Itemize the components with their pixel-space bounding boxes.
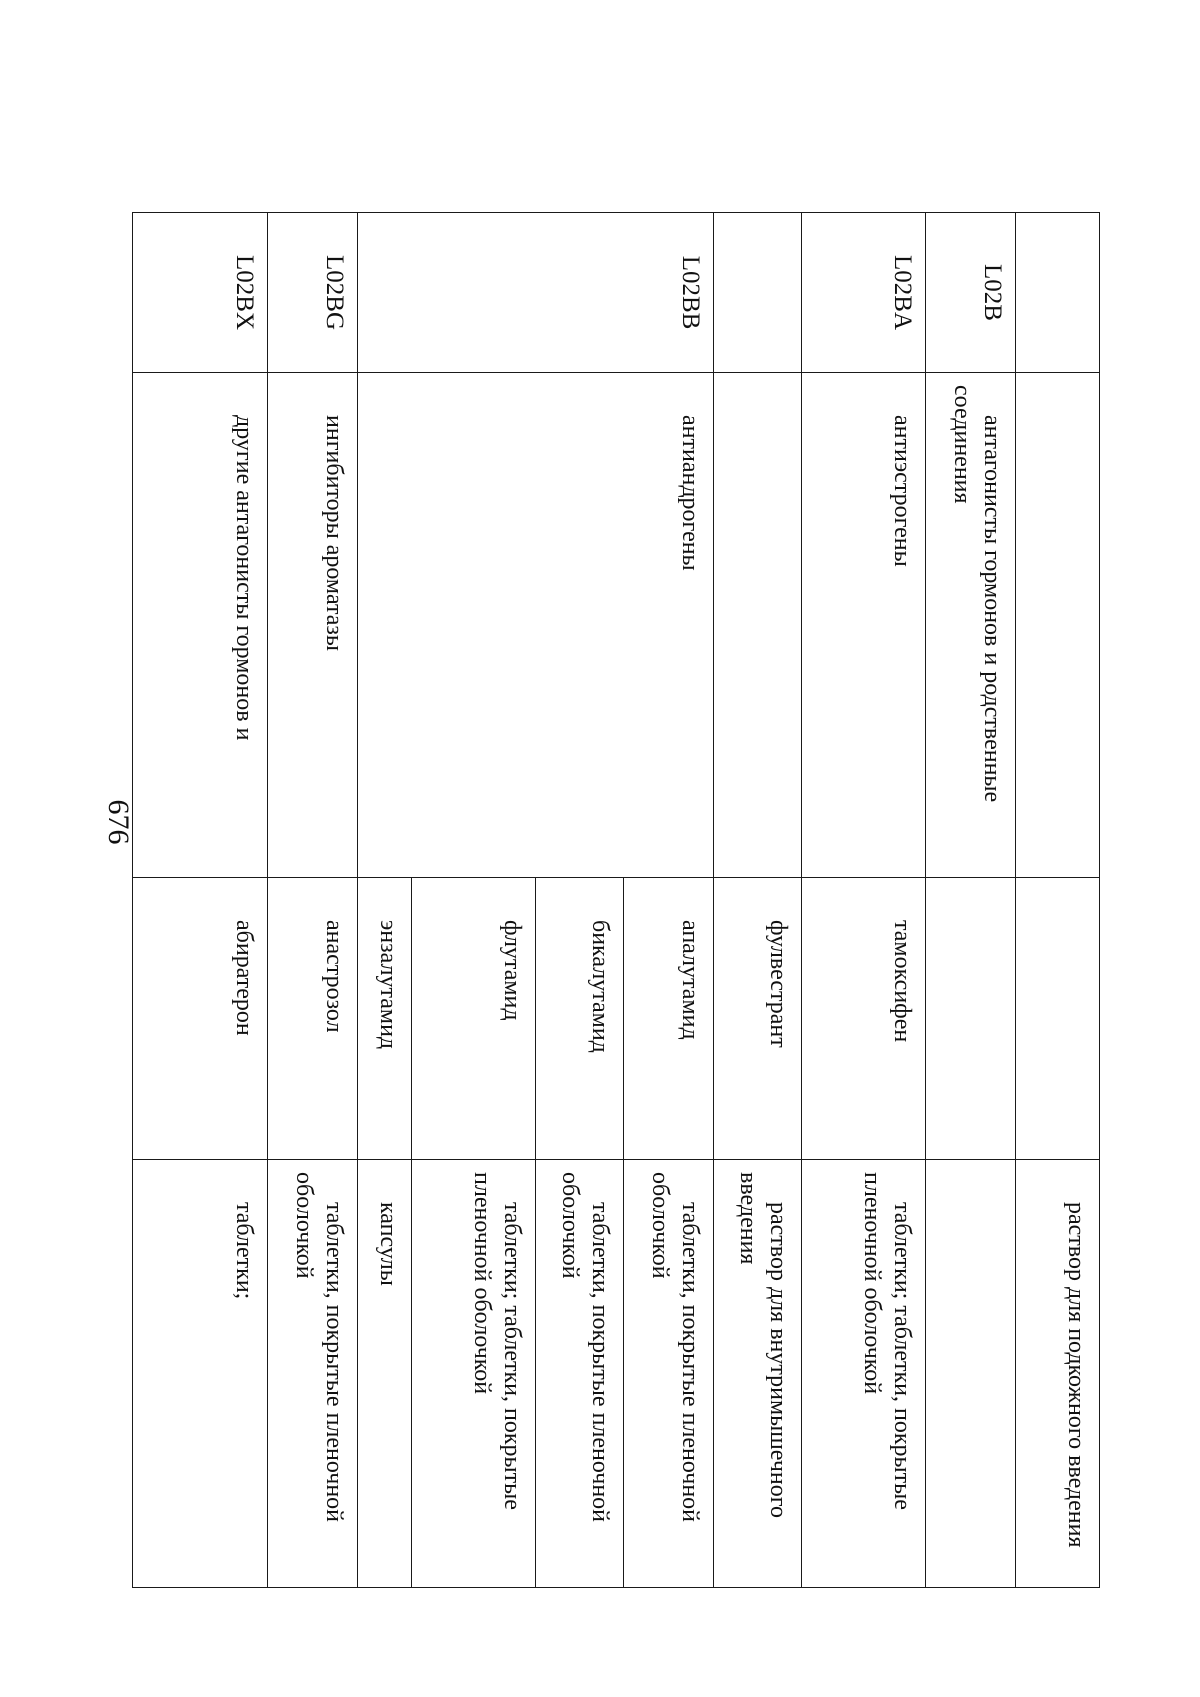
dosage-form-cell — [926, 1160, 1016, 1588]
group-cell: антиэстрогены — [802, 373, 926, 878]
table-row — [802, 213, 926, 1588]
atc-code-cell: L02BG — [268, 213, 358, 373]
dosage-form-cell: таблетки, покрытые пленочной оболочкой — [624, 1160, 714, 1588]
dosage-form-cell: таблетки, покрытые пленочной оболочкой — [536, 1160, 624, 1588]
table-row — [926, 213, 1016, 1588]
group-cell: ингибиторы ароматазы — [268, 373, 358, 878]
drug-cell: анастрозол — [268, 878, 358, 1160]
dosage-form-cell: таблетки; таблетки, покрытые пленочной оболочкой — [412, 1160, 536, 1588]
atc-code-cell: L02BA — [802, 213, 926, 373]
page-number: 676 — [102, 799, 135, 845]
drug-cell: тамоксифен — [802, 878, 926, 1160]
drug-cell: флутамид — [412, 878, 536, 1160]
table-row — [133, 213, 268, 1588]
atc-code-cell — [714, 213, 802, 373]
group-cell: антиандрогены — [358, 373, 714, 878]
drug-cell: бикалутамид — [536, 878, 624, 1160]
drug-cell: апалутамид — [624, 878, 714, 1160]
atc-code-cell: L02BB — [358, 213, 714, 373]
table-row — [268, 213, 358, 1588]
dosage-form-cell: таблетки; таблетки, покрытые пленочной оболочкой — [802, 1160, 926, 1588]
dosage-form-cell: таблетки; — [133, 1160, 268, 1588]
dosage-form-cell: раствор для подкожного введения — [1016, 1160, 1100, 1588]
drug-cell: абиратерон — [133, 878, 268, 1160]
group-cell: другие антагонисты гормонов и — [133, 373, 268, 878]
table-row — [1016, 213, 1100, 1588]
group-cell — [714, 373, 802, 878]
atc-code-cell — [1016, 213, 1100, 373]
dosage-form-cell: раствор для внутримышечного введения — [714, 1160, 802, 1588]
dosage-form-cell: таблетки, покрытые пленочной оболочкой — [268, 1160, 358, 1588]
rotated-table-container — [133, 212, 1100, 1587]
group-cell: антагонисты гормонов и родственные соединения — [926, 373, 1016, 878]
drug-cell: энзалутамид — [358, 878, 412, 1160]
drug-cell — [926, 878, 1016, 1160]
table-row — [714, 213, 802, 1588]
drug-cell: фулвестрант — [714, 878, 802, 1160]
atc-code-cell: L02B — [926, 213, 1016, 373]
dosage-form-cell: капсулы — [358, 1160, 412, 1588]
atc-code-cell: L02BX — [133, 213, 268, 373]
drug-table — [132, 212, 1100, 1588]
table-row — [624, 213, 714, 1588]
group-cell — [1016, 373, 1100, 878]
drug-cell — [1016, 878, 1100, 1160]
